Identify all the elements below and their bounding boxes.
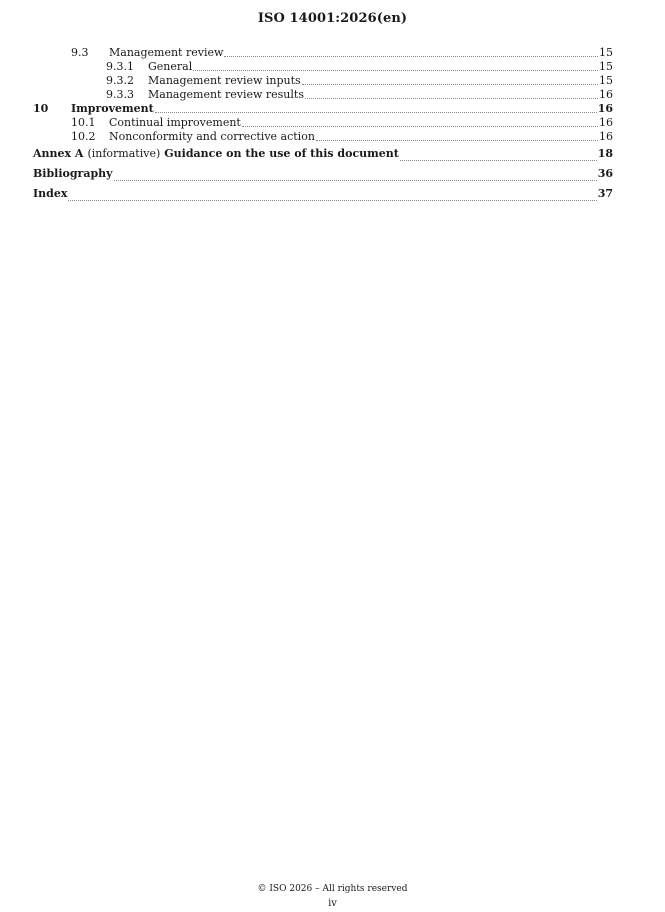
toc-entry-9-3-3[interactable] bbox=[33, 88, 613, 102]
annex-title: Guidance on the use of this document bbox=[164, 147, 399, 160]
toc-entry-page: 16 bbox=[597, 102, 613, 115]
toc-entry-number: 9.3.1 bbox=[106, 60, 134, 73]
toc-entry-index[interactable] bbox=[33, 184, 613, 204]
toc-entry-page: 16 bbox=[599, 88, 613, 101]
toc-entry-10-2[interactable] bbox=[33, 130, 613, 144]
toc-entry-page: 16 bbox=[599, 130, 613, 143]
toc-entry-title: Management review bbox=[109, 46, 224, 59]
toc-entry-number: 9.3.2 bbox=[106, 74, 134, 87]
copyright-notice: © ISO 2026 – All rights reserved bbox=[257, 884, 408, 894]
annex-prefix: Annex A bbox=[33, 147, 84, 160]
toc-entry-bibliography[interactable] bbox=[33, 164, 613, 184]
toc-entry-annex-a[interactable] bbox=[33, 144, 613, 164]
toc-entry-title: Improvement bbox=[71, 102, 154, 115]
toc-leader-dots bbox=[68, 200, 596, 201]
toc-entry-number: 10 bbox=[33, 102, 49, 115]
toc-leader-dots bbox=[242, 126, 598, 127]
page-number: iv bbox=[328, 898, 337, 909]
toc-entry-title: Index bbox=[33, 187, 68, 200]
toc-entry-page: 15 bbox=[599, 46, 613, 59]
document-header: ISO 14001:2026(en) bbox=[257, 11, 408, 26]
toc-entry-title: Nonconformity and corrective action bbox=[109, 130, 315, 143]
toc-entry-title: General bbox=[148, 60, 193, 73]
toc-leader-dots bbox=[305, 98, 598, 99]
toc-entry-9-3-2[interactable] bbox=[33, 74, 613, 88]
toc-entry-number: 10.1 bbox=[71, 116, 96, 129]
toc-entry-title: Continual improvement bbox=[109, 116, 241, 129]
toc-entry-number: 9.3 bbox=[71, 46, 89, 59]
toc-entry-page: 16 bbox=[599, 116, 613, 129]
toc-entry-number: 10.2 bbox=[71, 130, 96, 143]
toc-entry-title: Management review results bbox=[148, 88, 304, 101]
toc-entry-9-3-1[interactable] bbox=[33, 60, 613, 74]
toc-leader-dots bbox=[224, 56, 598, 57]
toc-leader-dots bbox=[155, 112, 597, 113]
toc-entry-10[interactable] bbox=[33, 102, 613, 116]
toc-entry-page: 15 bbox=[599, 60, 613, 73]
toc-entry-page: 15 bbox=[599, 74, 613, 87]
toc-entry-10-1[interactable] bbox=[33, 116, 613, 130]
toc-entry-page: 37 bbox=[597, 187, 613, 200]
toc-leader-dots bbox=[302, 84, 598, 85]
toc-entry-9-3[interactable] bbox=[33, 46, 613, 60]
toc-leader-dots bbox=[193, 70, 598, 71]
annex-note: (informative) bbox=[87, 147, 161, 160]
toc-leader-dots bbox=[114, 180, 597, 181]
toc-entry-page: 18 bbox=[597, 147, 613, 160]
toc-entry-title: Management review inputs bbox=[148, 74, 301, 87]
toc-entry-title: Bibliography bbox=[33, 167, 113, 180]
toc-entry-page: 36 bbox=[597, 167, 613, 180]
toc-entry-number: 9.3.3 bbox=[106, 88, 134, 101]
toc-leader-dots bbox=[400, 160, 597, 161]
toc-leader-dots bbox=[316, 140, 598, 141]
table-of-contents bbox=[33, 46, 613, 204]
